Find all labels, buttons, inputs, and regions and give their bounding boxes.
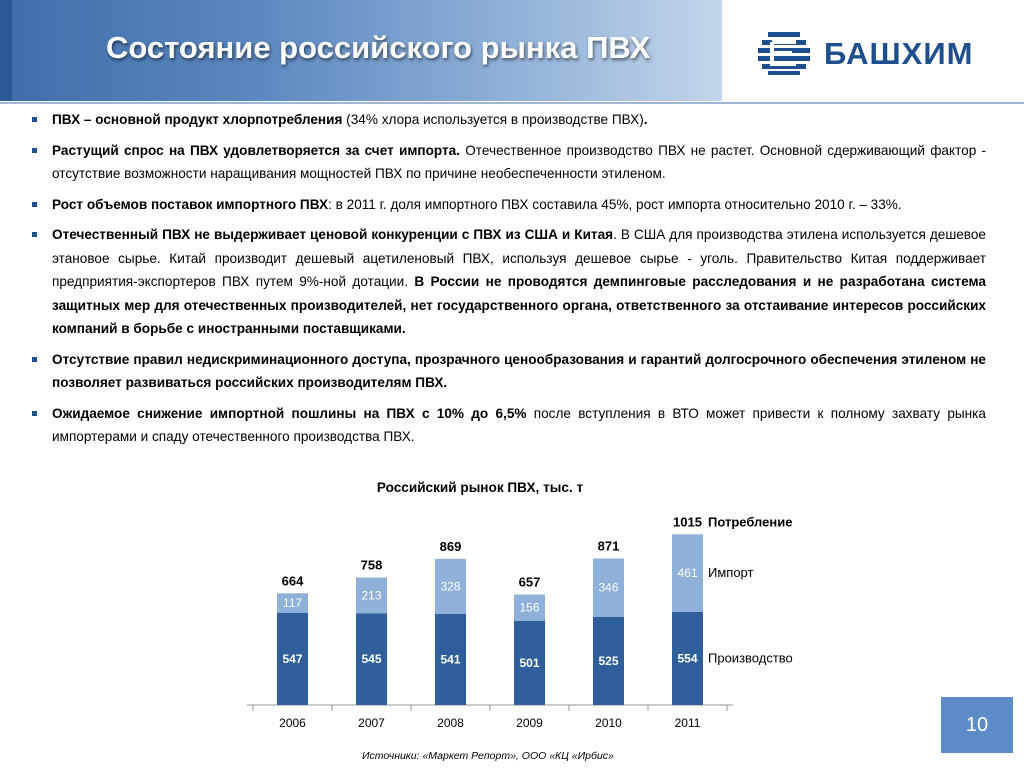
slide-title: Состояние российского рынка ПВХ <box>106 30 651 65</box>
data-label-total: 664 <box>281 573 304 589</box>
data-label-import: 213 <box>361 588 382 603</box>
x-tick-label: 2010 <box>595 716 622 730</box>
x-tick-label: 2006 <box>279 716 306 730</box>
data-label-import: 117 <box>282 596 303 611</box>
bashkhim-logo-icon <box>752 30 816 76</box>
company-logo <box>752 30 990 76</box>
data-label-production: 547 <box>282 652 303 667</box>
data-label-production: 554 <box>677 651 698 666</box>
data-label-import: 156 <box>519 600 540 615</box>
source-note: Источники: «Маркет Репорт», ООО «КЦ «Ирбис» <box>362 750 614 762</box>
legend-consumption: Потребление <box>708 514 793 530</box>
bullet-item <box>52 402 986 449</box>
data-label-import: 346 <box>598 580 619 595</box>
bullet-item <box>52 108 986 132</box>
data-label-total: 657 <box>518 574 541 590</box>
bullet-text: Растущий спрос на ПВХ удовлетворяется за счет импорта. <box>52 142 461 158</box>
data-label-total: 871 <box>597 538 620 554</box>
data-label-total: 869 <box>439 538 462 554</box>
logo-text: БАШХИМ <box>824 36 974 71</box>
bullet-text: Рост объемов поставок импортного ПВХ <box>52 196 329 212</box>
bullet-text: Отсутствие правил недискриминационного доступа, прозрачного ценообразования и гарантий долгосрочного обеспечения этиленом не позволяет развиваться российских производителям ПВХ. <box>52 351 986 390</box>
data-label-production: 545 <box>361 652 382 667</box>
bullet-item <box>52 193 986 217</box>
bullet-item <box>52 223 986 341</box>
legend-import: Импорт <box>708 565 754 581</box>
bullet-text: Ожидаемое снижение импортной пошлины на ПВХ с 10% до 6,5% <box>52 405 527 421</box>
bullet-text: : в 2011 г. доля импортного ПВХ составила 45%, рост импорта относительно 2010 г. – 33%. <box>328 196 902 212</box>
bullet-text: . <box>643 112 648 127</box>
bullet-text: ПВХ – основной продукт хлорпотребления <box>52 112 343 127</box>
bullet-item <box>52 139 986 186</box>
bullet-text: (34% хлора используется в производстве ПВХ) <box>342 112 644 127</box>
bullet-text: . В США для производства этилена используется дешевое этановое сырье. Китай производит дешевый ацетиленовый ПВХ, используя дешевое сырье - уголь. Правительство Китая поддерживает предприятия-экспортеров ПВХ путем 9%-ной дотации. <box>52 227 986 289</box>
bullet-text: Отечественный ПВХ не выдерживает ценовой конкуренции с ПВХ из США и Китая <box>52 227 614 242</box>
pvc-market-chart <box>0 500 1024 740</box>
header-accent-bar <box>0 0 12 101</box>
legend-production: Производство <box>708 650 793 666</box>
data-label-production: 525 <box>598 653 619 668</box>
bullet-text: В России не проводятся демпинговые расследования и не разработана система защитных мер для отечественных производителей, нет государственного органа, ответственного за отстаивание интересов российских компаний в борьбе с иностранными поставщиками. <box>52 274 986 336</box>
data-label-import: 461 <box>677 566 698 581</box>
bullet-list <box>52 108 986 456</box>
page-number: 10 <box>941 697 1013 753</box>
data-label-import: 328 <box>440 579 461 594</box>
data-label-total: 1015 <box>673 514 702 530</box>
bullet-item <box>52 348 986 395</box>
data-label-production: 541 <box>440 652 461 667</box>
data-label-total: 758 <box>360 557 383 573</box>
x-tick-label: 2007 <box>358 716 385 730</box>
x-tick-label: 2009 <box>516 716 543 730</box>
bullet-text: Отечественное производство ПВХ не растет. Основной сдерживающий фактор - отсутствие возможности наращивания мощностей ПВХ по причине необеспеченности этиленом. <box>52 142 987 181</box>
data-label-production: 501 <box>519 655 540 670</box>
chart-title: Российский рынок ПВХ, тыс. т <box>376 480 584 495</box>
bullet-text: после вступления в ВТО может привести к полному захвату рынка импортерами и спаду отечественного производства ПВХ. <box>52 405 986 444</box>
x-tick-label: 2011 <box>674 716 701 730</box>
x-tick-label: 2008 <box>437 716 464 730</box>
header-divider <box>0 102 1024 104</box>
